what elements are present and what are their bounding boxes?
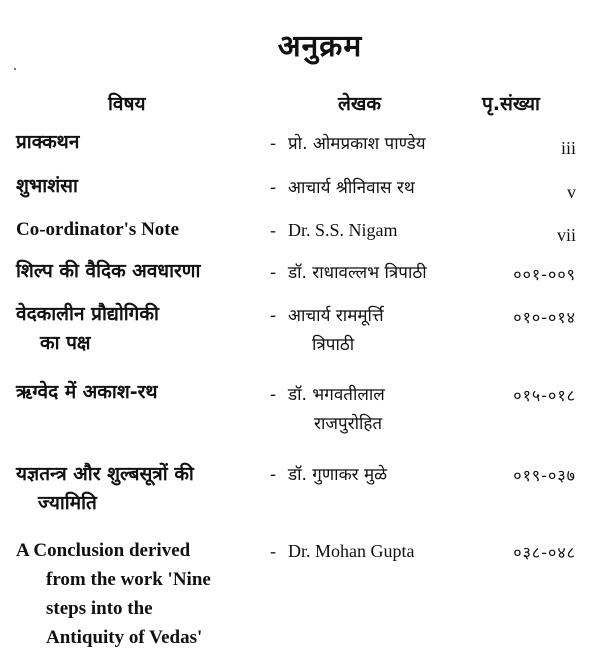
toc-author	[270, 461, 387, 490]
toc-pages: vii	[556, 225, 576, 245]
author-line: डॉ. भगवतीलाल	[288, 385, 385, 405]
toc-pages: v	[567, 182, 576, 202]
dash: -	[270, 178, 277, 198]
topic-line: steps into the	[46, 598, 153, 619]
toc-pages: ०३८-०४८	[513, 543, 576, 562]
dash: -	[270, 541, 276, 561]
header-page: पृ.संख्या	[482, 93, 540, 115]
toc-author	[270, 259, 427, 288]
toc-author	[270, 537, 414, 566]
page-title: अनुक्रम	[277, 29, 363, 64]
topic-line: Co-ordinator's Note	[16, 219, 180, 240]
author-line: त्रिपाठी	[312, 335, 355, 355]
dash: -	[270, 465, 277, 485]
toc-author	[270, 302, 384, 360]
author-line: Dr. Mohan Gupta	[288, 541, 415, 561]
author-line: आचार्य राममूर्त्ति	[288, 306, 384, 326]
dash: -	[270, 220, 276, 240]
topic-line: ज्यामिति	[38, 492, 97, 514]
toc-pages: ०१५-०१८	[513, 386, 576, 405]
toc-topic	[16, 378, 158, 407]
toc-author	[270, 174, 415, 203]
topic-line: from the work 'Nine	[46, 569, 211, 590]
toc-topic	[16, 257, 200, 286]
toc-topic	[16, 128, 79, 157]
author-line: डॉ. गुणाकर मुळे	[288, 465, 388, 485]
scan-speck	[14, 68, 16, 70]
dash: -	[270, 306, 277, 326]
toc-author	[270, 216, 398, 245]
topic-line: शिल्प की वैदिक अवधारणा	[16, 260, 201, 282]
header-subject: विषय	[108, 93, 146, 115]
author-line: आचार्य श्रीनिवास रथ	[288, 178, 415, 198]
toc-pages: ०१०-०१४	[513, 308, 576, 327]
header-author: लेखक	[338, 93, 382, 115]
topic-line: प्राक्कथन	[16, 131, 80, 153]
toc-pages: ००१-००९	[513, 265, 576, 284]
toc-topic	[16, 215, 179, 244]
toc-topic	[16, 172, 78, 201]
topic-line: यज्ञतन्त्र और शुल्बसूत्रों की	[16, 463, 194, 485]
dash: -	[270, 263, 277, 283]
toc-pages: ०१९-०३७	[513, 466, 576, 485]
toc-topic	[16, 300, 159, 358]
author-line: प्रो. ओमप्रकाश पाण्डेय	[288, 134, 426, 154]
topic-line: A Conclusion derived	[16, 540, 191, 561]
toc-author	[270, 381, 385, 439]
toc-pages: iii	[560, 138, 576, 158]
topic-line: Antiquity of Vedas'	[46, 627, 203, 648]
dash: -	[270, 134, 277, 154]
toc-topic	[16, 460, 194, 518]
topic-line: वेदकालीन प्रौद्योगिकी	[16, 303, 159, 325]
dash: -	[270, 385, 277, 405]
toc-author	[270, 130, 426, 159]
topic-line: शुभाशंसा	[16, 175, 78, 197]
author-line: Dr. S.S. Nigam	[288, 220, 398, 240]
topic-line: का पक्ष	[40, 332, 91, 354]
toc-topic	[16, 536, 211, 652]
author-line: राजपुरोहित	[314, 414, 383, 434]
author-line: डॉ. राधावल्लभ त्रिपाठी	[288, 263, 427, 283]
topic-line: ऋग्वेद में अकाश-रथ	[16, 381, 158, 403]
